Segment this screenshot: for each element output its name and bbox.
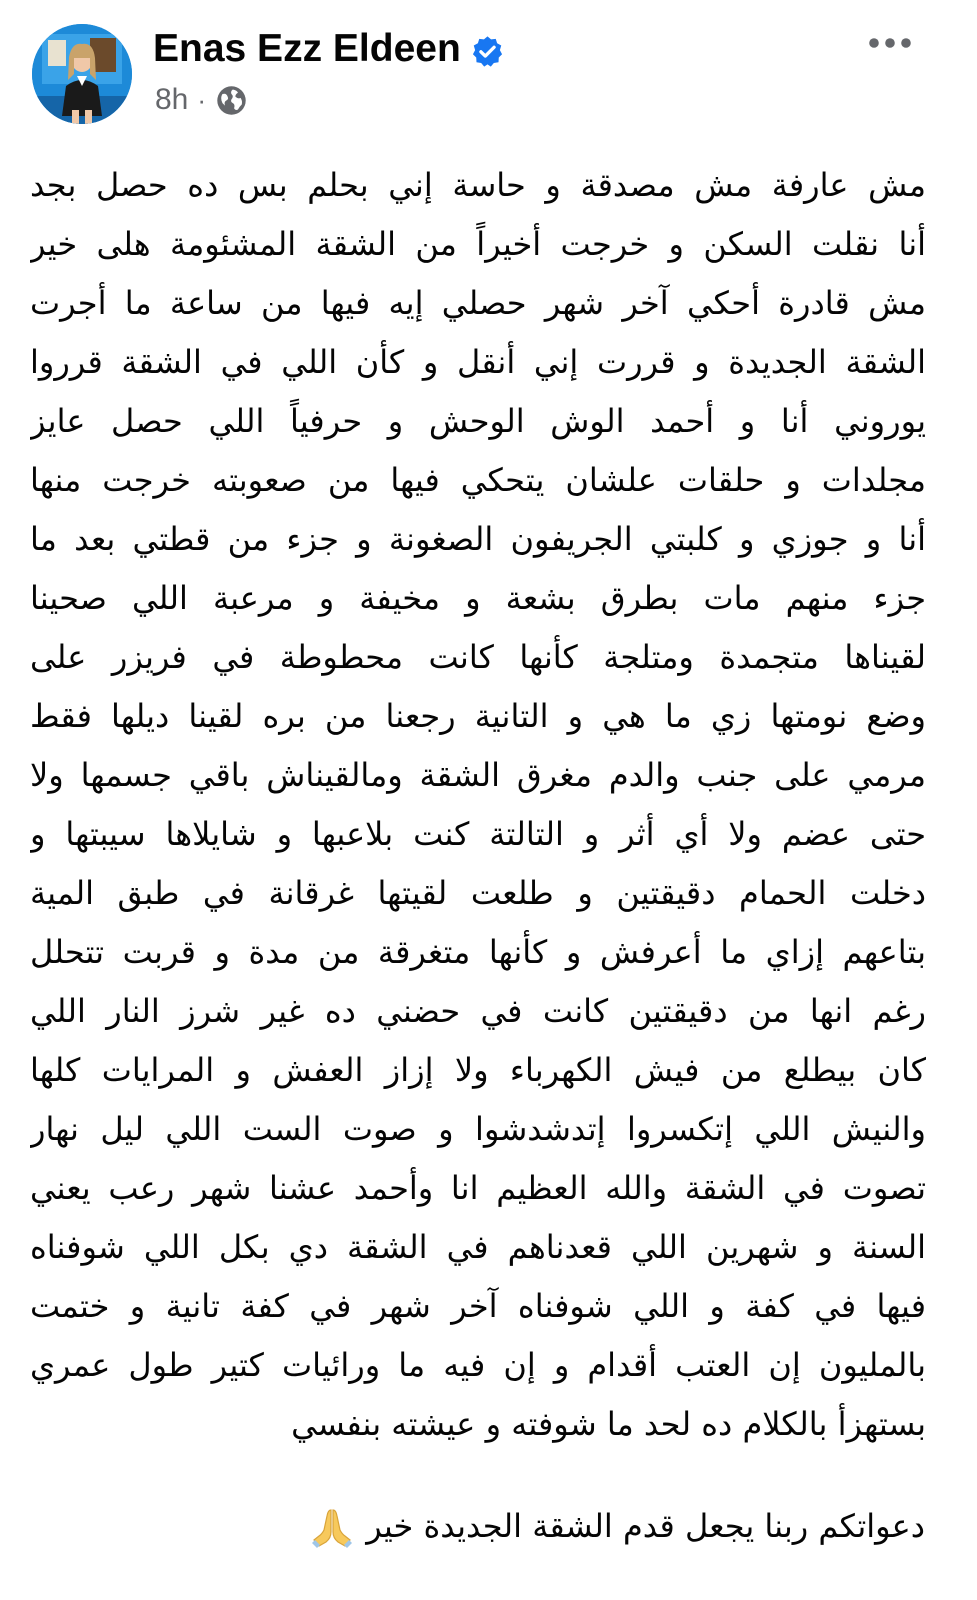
post-text-line: بتاعهم إزاي ما أعرفش و كأنها متغرقة من مدة و قربت تتحلل [30,933,926,971]
post-text-line: مرمي على جنب والدم مغرق الشقة ومالقيناش باقي جسمها ولا [30,756,926,794]
post-text-line: يوروني أنا و أحمد الوش الوحش و حرفياً اللي حصل عايز [30,402,926,440]
post-timestamp[interactable]: 8h [155,83,189,116]
post-closing-line [310,1496,925,1556]
post-text-line: أنا و جوزي و كلبتي الجريفون الصغونة و جزء من قطتي بعد ما [30,520,926,558]
meta-separator: · [197,84,207,115]
post-text-line: بستهزأ بالكلام ده لحد ما شوفته و عيشته بنفسي [291,1405,926,1443]
post-text-line: وضع نومتها زي ما هي و التانية رجعنا من بره لقينا ديلها فقط [30,697,926,735]
post-text-line: مش عارفة مش مصدقة و حاسة إني بحلم بس ده حصل بجد [30,166,926,204]
post-text-line: مش قادرة أحكي آخر شهر حصلي إيه فيها من ساعة ما أجرت [30,284,926,322]
post-text-line: والنيش اللي إتكسروا إتدشدشوا و صوت الست اللي ليل نهار [30,1110,926,1148]
globe-icon[interactable] [216,85,247,116]
more-options-button[interactable] [860,28,920,58]
post-text-line: تصوت في الشقة والله العظيم انا وأحمد عشنا شهر رعب يعني [30,1169,926,1207]
closing-text: دعواتكم ربنا يجعل قدم الشقة الجديدة خير [366,1507,925,1545]
author-avatar[interactable] [32,24,132,124]
more-options-icon [868,37,912,49]
post-header [0,0,977,150]
verified-badge-icon [471,33,504,66]
post-text-line: حتى عضم ولا أي أثر و التالتة كنت بلاعبها و شايلاها سيبتها و [30,815,926,853]
post-text-line: رغم انها من دقيقتين كانت في حضني ده غير شرز النار اللي [30,992,926,1030]
post-text-line: الشقة الجديدة و قررت إني أنقل و كأن اللي في الشقة قرروا [30,343,926,381]
author-name[interactable]: Enas Ezz Eldeen [153,27,461,70]
post-text-line: دخلت الحمام دقيقتين و طلعت لقيتها غرقانة في طبق المية [30,874,926,912]
post-text-line: السنة و شهرين اللي قعدناهم في الشقة دي بكل اللي شوفناه [30,1228,926,1266]
post-text-line: فيها في كفة و اللي شوفناه آخر شهر في كفة تانية و ختمت [30,1287,926,1325]
post-text-line: جزء منهم مات بطرق بشعة و مخيفة و مرعبة اللي صحينا [30,579,926,617]
post-text-line: مجلدات و حلقات علشان يتحكي فيها من صعوبته خرجت منها [30,461,926,499]
post-text-line: لقيناها متجمدة ومتلجة كأنها كانت محطوطة في فريزر على [30,638,926,676]
post-text-line: بالمليون إن العتب أقدام و إن فيه ما ورائيات كتير طول عمري [30,1346,926,1384]
profile-photo [32,24,132,124]
post-text-line: كان بيطلع من فيش الكهرباء ولا إزاز العفش و المرايات كلها [30,1051,926,1089]
folded-hands-icon [310,1504,354,1548]
post-text [30,156,926,1454]
post-text-line: أنا نقلت السكن و خرجت أخيراً من الشقة المشئومة هلى خير [30,225,926,263]
author-name-row [153,26,504,72]
post-meta [155,82,247,118]
